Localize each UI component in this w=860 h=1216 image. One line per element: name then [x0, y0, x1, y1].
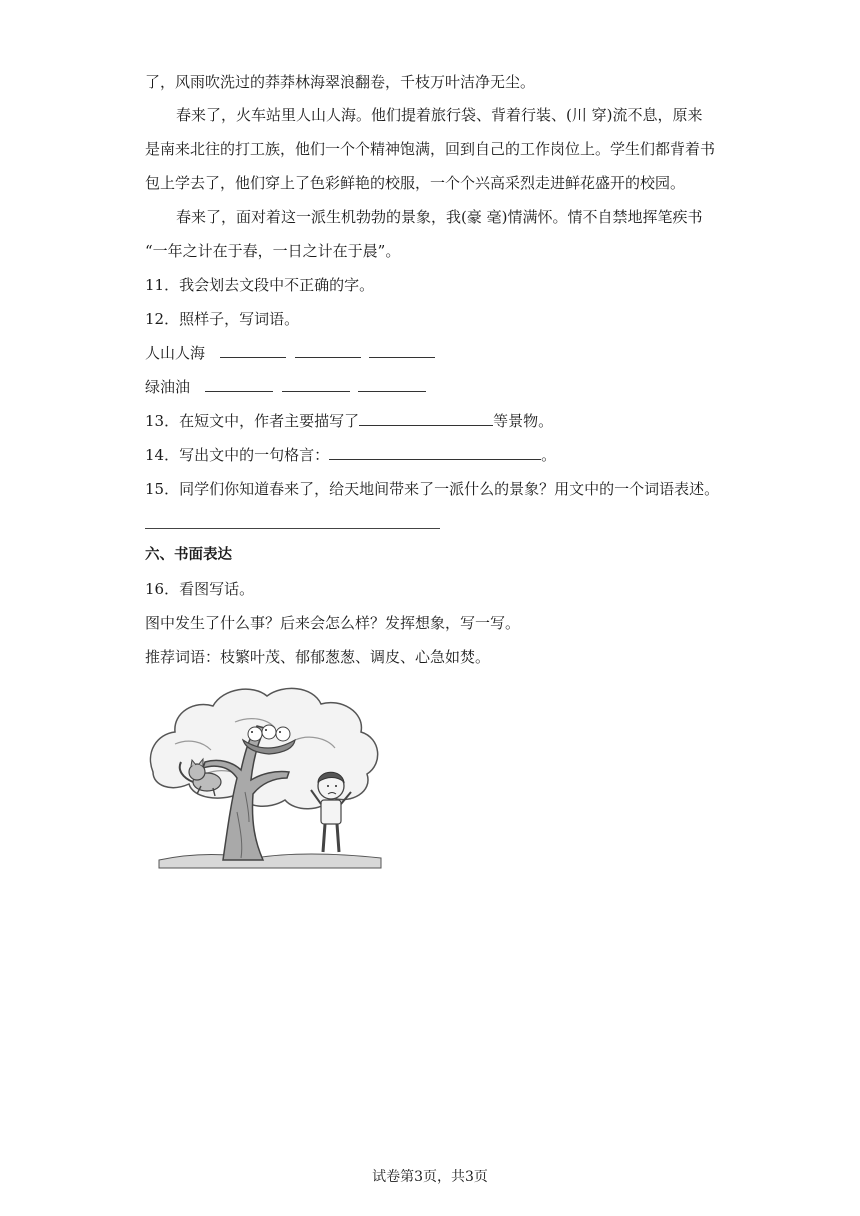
- q12-blank[interactable]: [358, 377, 426, 392]
- passage-line-4: 包上学去了，他们穿上了色彩鲜艳的校服，一个个兴高采烈走进鲜花盛开的校园。: [145, 174, 686, 192]
- question-11: 11．我会划去文段中不正确的字。: [145, 276, 375, 294]
- question-13: [145, 411, 553, 431]
- q13-prefix: 13．在短文中，作者主要描写了: [145, 412, 360, 430]
- q14-answer-blank[interactable]: [329, 445, 541, 460]
- question-12: 12．照样子，写词语。: [145, 310, 300, 328]
- q12-row-1: [145, 343, 437, 363]
- passage-line-1: 了，风雨吹洗过的莽莽林海翠浪翻卷，千枝万叶洁净无尘。: [145, 73, 536, 91]
- tree-illustration: [145, 682, 385, 872]
- baby-bird: [262, 725, 276, 739]
- q12-blank[interactable]: [220, 343, 286, 358]
- q12-example-word-2: 绿油油: [145, 378, 191, 396]
- question-15: 15．同学们你知道春来了，给天地间带来了一派什么的景象？用文中的一个词语表述。: [145, 480, 720, 498]
- q12-example-word-1: 人山人海: [145, 344, 206, 362]
- q14-suffix: 。: [541, 446, 557, 464]
- question-16: 16．看图写话。: [145, 580, 255, 598]
- q12-blank[interactable]: [369, 343, 435, 358]
- q12-blank[interactable]: [282, 377, 350, 392]
- page-footer: 试卷第3页，共3页: [372, 1169, 488, 1185]
- question-14: [145, 445, 556, 465]
- q13-suffix: 等景物。: [493, 412, 554, 430]
- passage-line-5: 春来了，面对着这一派生机勃勃的景象，我(豪 毫)情满怀。情不自禁地挥笔疾书: [176, 208, 703, 226]
- section-6-heading: 六、书面表达: [145, 547, 232, 563]
- passage-line-6: “一年之计在于春，一日之计在于晨”。: [145, 242, 401, 260]
- passage-line-2: 春来了，火车站里人山人海。他们提着旅行袋、背着行装、(川 穿)流不息，原来: [176, 106, 703, 124]
- q12-row-2: [145, 377, 428, 397]
- q16-recommended-words: 推荐词语：枝繁叶茂、郁郁葱葱、调皮、心急如焚。: [145, 648, 491, 666]
- q15-answer-line[interactable]: [145, 528, 440, 529]
- q13-answer-blank[interactable]: [359, 411, 493, 426]
- baby-bird: [248, 727, 262, 741]
- q16-prompt: 图中发生了什么事？后来会怎么样？发挥想象，写一写。: [145, 614, 521, 632]
- q12-blank[interactable]: [295, 343, 361, 358]
- q14-prefix: 14．写出文中的一句格言：: [145, 446, 330, 464]
- passage-line-3: 是南来北往的打工族，他们一个个精神饱满，回到自己的工作岗位上。学生们都背着书: [145, 140, 716, 158]
- q12-blank[interactable]: [205, 377, 273, 392]
- baby-bird: [276, 727, 290, 741]
